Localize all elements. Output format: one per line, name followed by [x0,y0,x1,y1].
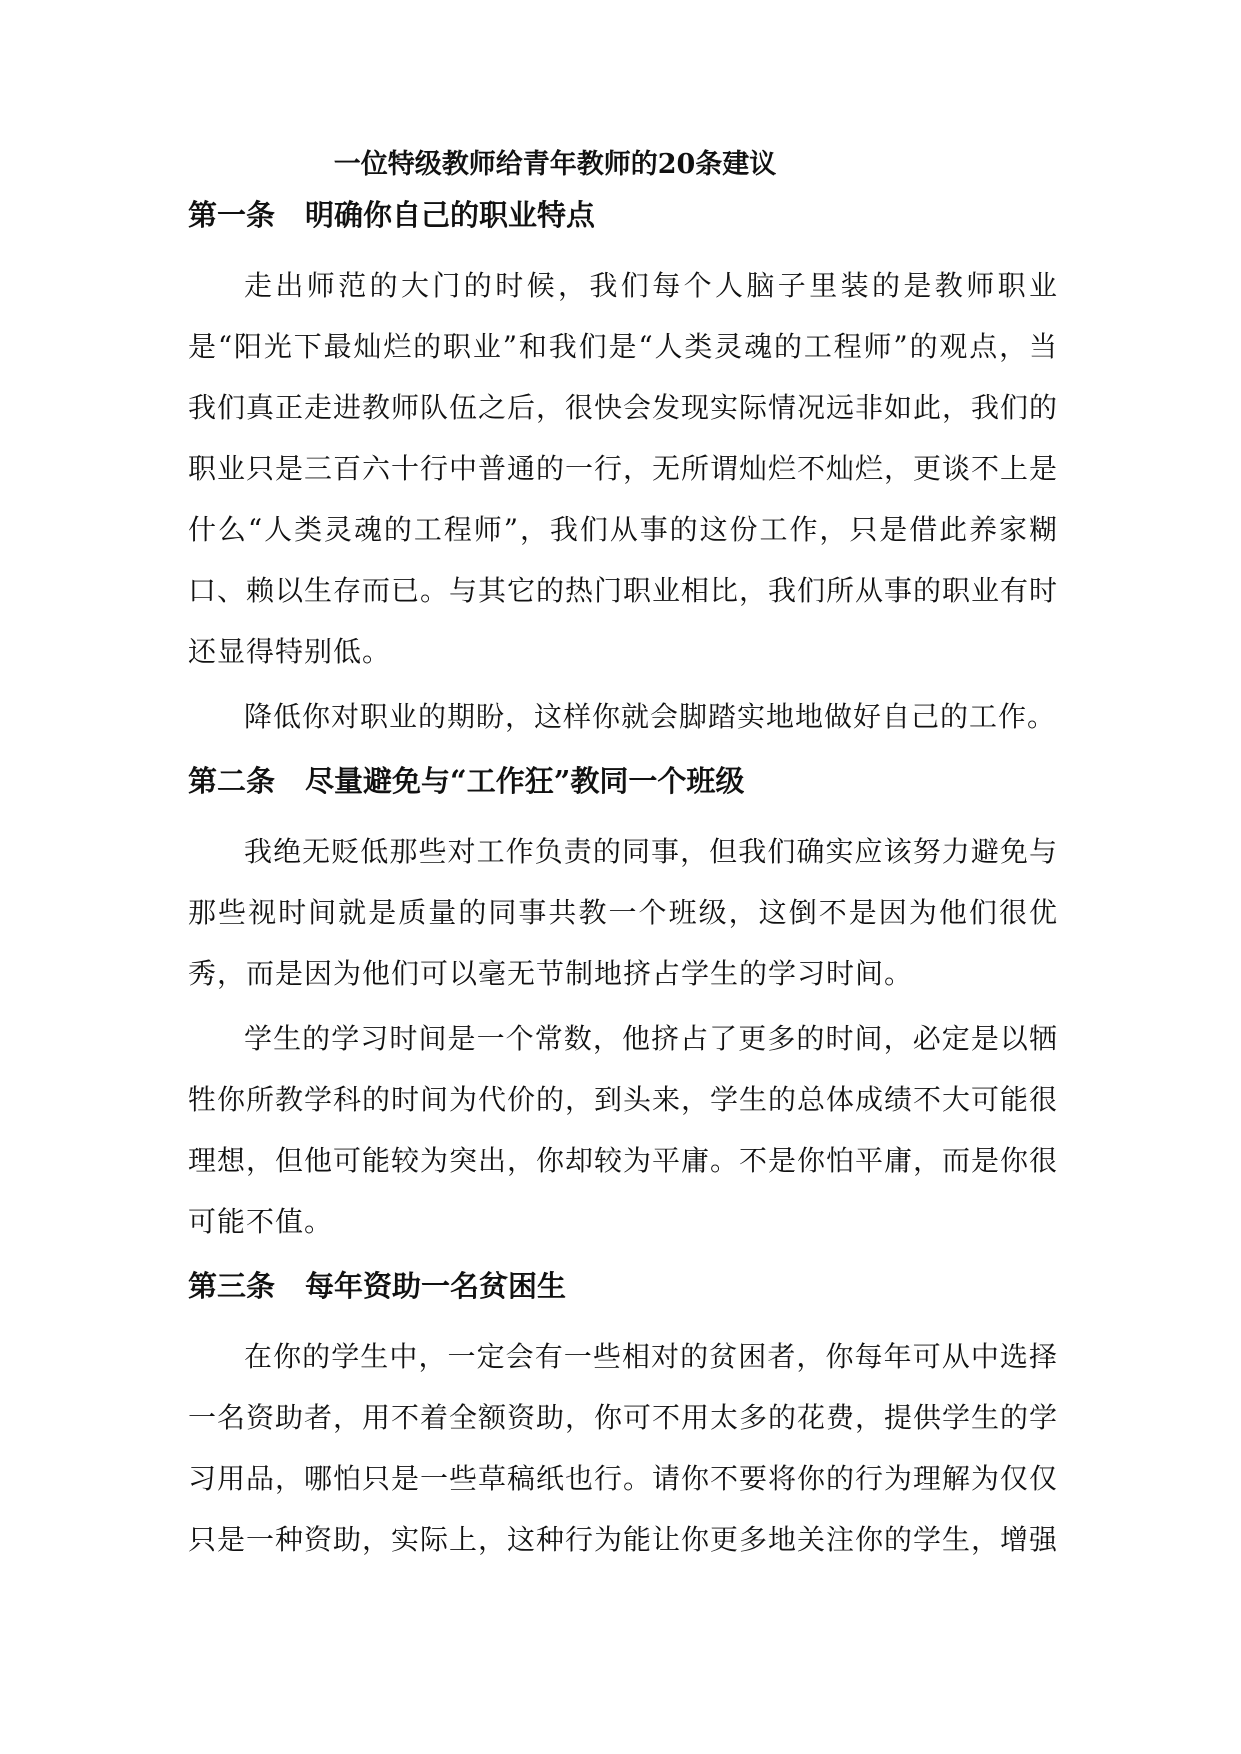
section-number: 第一条 [188,198,276,232]
paragraph: 走出师范的大门的时候，我们每个人脑子里装的是教师职业是“阳光下最灿烂的职业”和我们是“人类灵魂的工程师”的观点，当我们真正走进教师队伍之后，很快会发现实际情况远非如此，我们的职业只是三百六十行中普通的一行，无所谓灿烂不灿烂，更谈不上是什么“人类灵魂的工程师”，我们从事的这份工作，只是借此养家糊口、赖以生存而已。与其它的热门职业相比，我们所从事的职业有时还显得特别低。 [188,269,1059,668]
paragraph: 学生的学习时间是一个常数，他挤占了更多的时间，必定是以牺牲你所教学科的时间为代价的，到头来，学生的总体成绩不大可能很理想，但他可能较为突出，你却较为平庸。不是你怕平庸，而是你很可能不值。 [188,1022,1059,1238]
section-title: 明确你自己的职业特点 [305,198,596,232]
section-title: 尽量避免与“工作狂”教同一个班级 [305,764,745,798]
section-heading [188,761,1058,801]
section-number: 第三条 [188,1269,276,1303]
paragraph: 降低你对职业的期盼，这样你就会脚踏实地地做好自己的工作。 [244,700,1057,733]
section-heading [188,1266,1058,1306]
document-title: 一位特级教师给青年教师的20条建议 [333,149,777,180]
section-heading [188,195,1058,235]
paragraph: 我绝无贬低那些对工作负责的同事，但我们确实应该努力避免与那些视时间就是质量的同事共教一个班级，这倒不是因为他们很优秀，而是因为他们可以毫无节制地挤占学生的学习时间。 [188,835,1058,990]
paragraph: 在你的学生中，一定会有一些相对的贫困者，你每年可从中选择一名资助者，用不着全额资助，你可不用太多的花费，提供学生的学习用品，哪怕只是一些草稿纸也行。请你不要将你的行为理解为仅仅只是一种资助，实际上，这种行为能让你更多地关注你的学生，增强 [188,1340,1059,1556]
document-body [188,195,1058,1570]
section-number: 第二条 [188,764,276,798]
section-title: 每年资助一名贫困生 [305,1269,567,1303]
